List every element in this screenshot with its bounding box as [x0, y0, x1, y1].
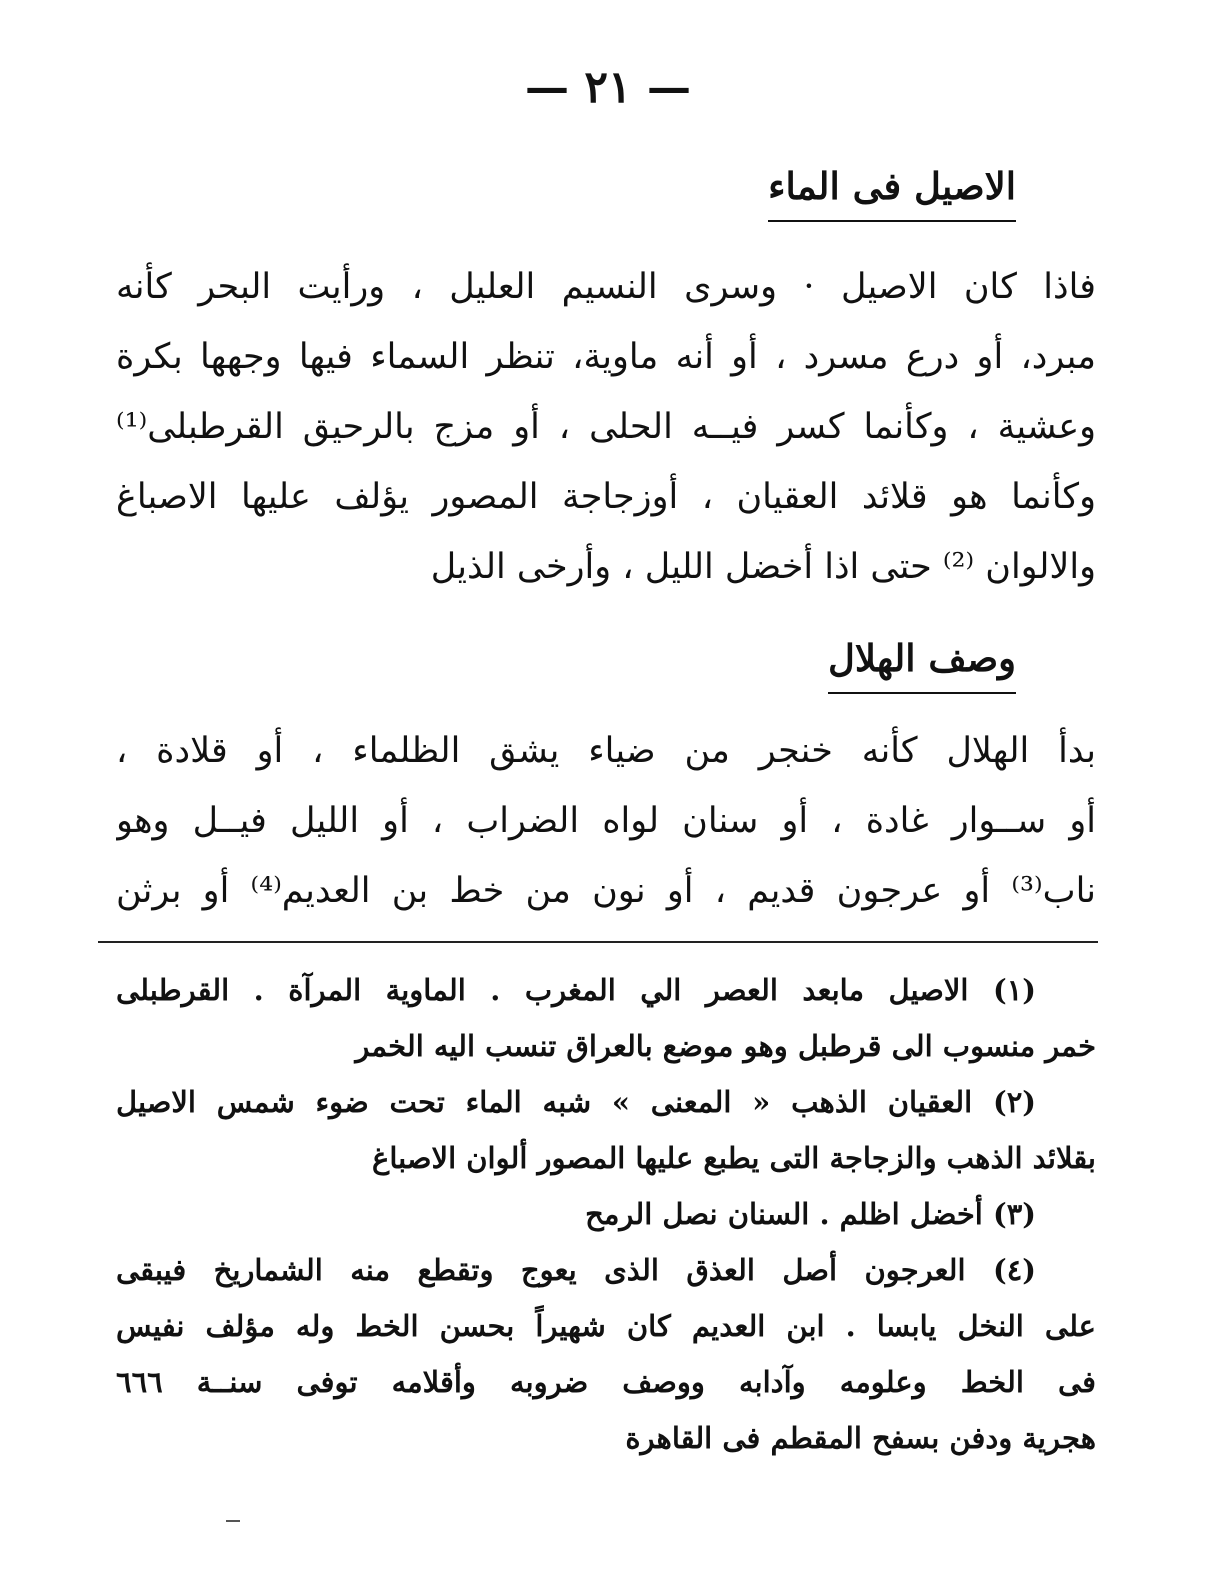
section-heading-crescent-description: وصف الهلال	[828, 630, 1016, 694]
section-heading-sunset-in-water: الاصيل فى الماء	[768, 158, 1016, 222]
scan-speck	[226, 1520, 240, 1522]
footnote-line: (٤) العرجون أصل العذق الذى يعوج وتقطع منه الشماريخ فيبقى	[116, 1253, 1036, 1287]
text-line: ناب⁽³⁾ أو عرجون قديم ، أو نون من خط بن العديم⁽⁴⁾ أو برثن	[116, 871, 1096, 911]
footnotes	[116, 962, 1096, 1466]
text-line: فاذا كان الاصيل · وسرى النسيم العليل ، ورأيت البحر كأنه	[116, 267, 1096, 307]
text-line: أو ســوار غادة ، أو سنان لواه الضراب ، أو الليل فيــل وهو	[116, 801, 1096, 841]
footnote-line: بقلائد الذهب والزجاجة التى يطبع عليها المصور ألوان الاصباغ	[372, 1141, 1096, 1175]
footnote-line: فى الخط وعلومه وآدابه ووصف ضروبه وأقلامه توفى سنــة ٦٦٦	[116, 1365, 1096, 1399]
footnote-divider	[98, 941, 1098, 943]
text-line: بدأ الهلال كأنه خنجر من ضياء يشق الظلماء ، أو قلادة ،	[116, 731, 1096, 771]
page-number: — ٢١ —	[525, 62, 691, 113]
paragraph-sunset-in-water	[116, 252, 1096, 602]
text-line: والالوان ⁽²⁾ حتى اذا أخضل الليل ، وأرخى الذيل	[430, 547, 1096, 587]
footnote-line: هجرية ودفن بسفح المقطم فى القاهرة	[625, 1421, 1096, 1455]
footnote-line: (٢) العقيان الذهب « المعنى » شبه الماء تحت ضوء شمس الاصيل	[116, 1085, 1036, 1119]
text-line: مبرد، أو درع مسرد ، أو أنه ماوية، تنظر السماء فيها وجهها بكرة	[116, 337, 1096, 377]
footnote-line: خمر منسوب الى قرطبل وهو موضع بالعراق تنسب اليه الخمر	[355, 1029, 1096, 1063]
footnote-line: (٣) أخضل اظلم . السنان نصل الرمح	[585, 1197, 1036, 1231]
paragraph-crescent-description	[116, 716, 1096, 926]
text-line: وعشية ، وكأنما كسر فيــه الحلى ، أو مزج بالرحيق القرطبلى⁽¹⁾	[116, 407, 1096, 447]
footnote-line: (١) الاصيل مابعد العصر الي المغرب . الماوية المرآة . القرطبلى	[116, 973, 1036, 1007]
text-line: وكأنما هو قلائد العقيان ، أوزجاجة المصور يؤلف عليها الاصباغ	[116, 477, 1096, 517]
footnote-line: على النخل يابسا . ابن العديم كان شهيراً بحسن الخط وله مؤلف نفيس	[116, 1309, 1096, 1343]
